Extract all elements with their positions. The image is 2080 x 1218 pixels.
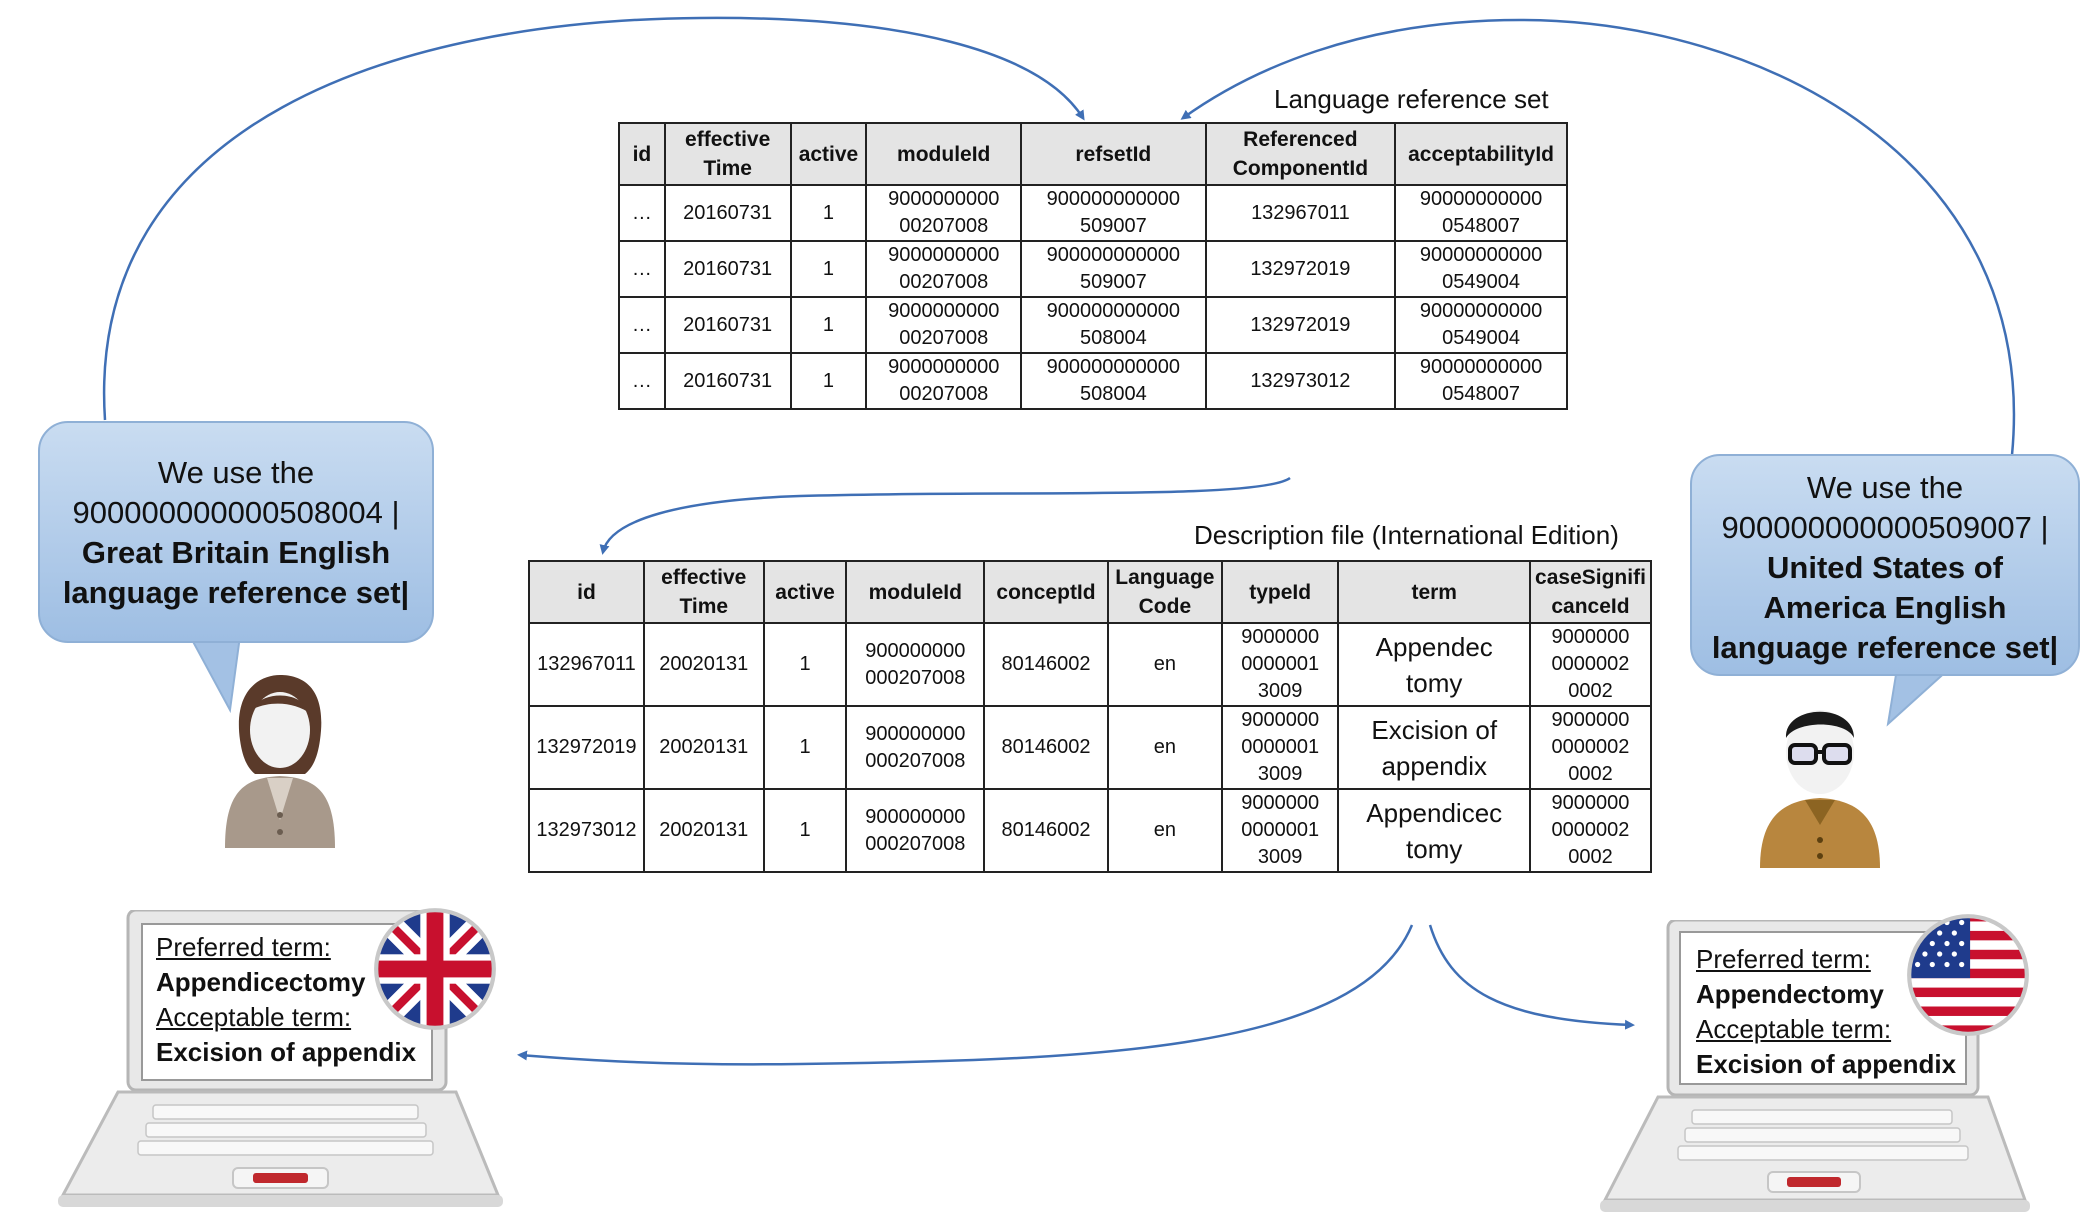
desc-header-text: term bbox=[1411, 580, 1457, 604]
desc-cell bbox=[644, 623, 764, 706]
desc-cell bbox=[764, 623, 847, 706]
language-refset-table bbox=[618, 122, 1568, 410]
desc-cell bbox=[1222, 623, 1339, 706]
desc-cell-text: 900000000 bbox=[865, 722, 966, 745]
refset-cell-text: 132973012 bbox=[1250, 369, 1351, 392]
gb-bubble-refset-name: Great Britain English bbox=[81, 535, 391, 570]
desc-header-0 bbox=[529, 561, 644, 623]
desc-cell bbox=[984, 706, 1108, 789]
description-file-caption: Description file (International Edition) bbox=[1194, 520, 1619, 550]
desc-cell-text: Appendec bbox=[1375, 631, 1493, 662]
refset-cell bbox=[1395, 353, 1567, 409]
desc-cell bbox=[764, 706, 847, 789]
refset-cell-text: 90000000000 bbox=[1419, 244, 1543, 266]
refset-cell-text: … bbox=[631, 201, 652, 224]
desc-cell-text: en bbox=[1153, 653, 1176, 675]
desc-cell-text: 80146002 bbox=[1001, 736, 1091, 758]
desc-header-3 bbox=[846, 561, 984, 623]
desc-cell bbox=[1108, 706, 1222, 789]
refset-cell-text: … bbox=[631, 257, 652, 280]
desc-cell-text: 3009 bbox=[1257, 763, 1303, 785]
refset-cell-text: … bbox=[631, 369, 652, 392]
desc-header-2 bbox=[764, 561, 847, 623]
refset-cell-text: 00207008 bbox=[899, 215, 989, 237]
refset-cell bbox=[665, 241, 791, 297]
desc-header-text: Time bbox=[679, 595, 729, 618]
us-acceptable-term-value: Excision of appendix bbox=[1696, 1049, 1957, 1079]
desc-cell-text: 80146002 bbox=[1001, 819, 1091, 841]
refset-cell bbox=[1206, 297, 1396, 353]
desc-header-8 bbox=[1530, 561, 1651, 623]
desc-cell-text: 1 bbox=[799, 653, 811, 675]
refset-cell-text: 1 bbox=[822, 257, 835, 280]
desc-cell-text: 0000001 bbox=[1241, 736, 1320, 758]
refset-header-text: ComponentId bbox=[1232, 157, 1369, 180]
refset-cell bbox=[619, 353, 665, 409]
union-jack-icon bbox=[372, 906, 498, 1032]
refset-cell-text: 90000000000 bbox=[1419, 188, 1543, 210]
desc-header-text: Language bbox=[1115, 566, 1215, 589]
refset-to-description-arrow bbox=[603, 478, 1290, 552]
refset-cell bbox=[1206, 353, 1396, 409]
refset-header-4 bbox=[1021, 123, 1206, 185]
desc-cell bbox=[529, 789, 644, 872]
refset-header-5 bbox=[1206, 123, 1396, 185]
refset-cell-text: 20160731 bbox=[683, 201, 773, 224]
desc-cell bbox=[1338, 623, 1529, 706]
desc-header-4 bbox=[984, 561, 1108, 623]
refset-row bbox=[619, 297, 1567, 353]
refset-row bbox=[619, 241, 1567, 297]
desc-row bbox=[529, 623, 1651, 706]
desc-cell-text: 132972019 bbox=[536, 736, 637, 758]
refset-cell bbox=[1395, 241, 1567, 297]
desc-header-text: typeId bbox=[1249, 580, 1312, 604]
desc-cell-text: 0002 bbox=[1568, 680, 1613, 702]
desc-cell-text: 0002 bbox=[1568, 763, 1613, 785]
refset-cell-text: 1 bbox=[822, 369, 835, 392]
desc-cell-text: 0000001 bbox=[1241, 653, 1320, 675]
refset-cell-text: 900000000000 bbox=[1046, 356, 1181, 378]
refset-cell bbox=[1395, 185, 1567, 241]
desc-cell bbox=[846, 789, 984, 872]
desc-cell-text: 000207008 bbox=[865, 666, 966, 689]
desc-cell-text: 0000002 bbox=[1551, 819, 1630, 841]
desc-cell-text: 9000000 bbox=[1241, 792, 1320, 814]
refset-cell-text: 132972019 bbox=[1250, 313, 1351, 336]
desc-cell-text: 000207008 bbox=[865, 832, 966, 855]
us-preferred-term-label: Preferred term: bbox=[1696, 944, 1871, 974]
refset-cell-text: 900000000000 bbox=[1046, 300, 1181, 322]
desc-cell bbox=[1108, 623, 1222, 706]
refset-header-text: effective bbox=[685, 128, 771, 151]
gb-acceptable-term-label: Acceptable term: bbox=[156, 1002, 352, 1032]
desc-cell bbox=[1530, 789, 1651, 872]
man-user-icon bbox=[1750, 690, 1890, 870]
refset-cell bbox=[619, 297, 665, 353]
refset-cell-text: 00207008 bbox=[899, 383, 989, 405]
refset-cell bbox=[791, 185, 867, 241]
refset-cell-text: 132967011 bbox=[1251, 201, 1350, 224]
desc-header-text: id bbox=[577, 580, 596, 604]
desc-cell bbox=[1338, 706, 1529, 789]
desc-cell-text: tomy bbox=[1406, 667, 1463, 698]
desc-row bbox=[529, 789, 1651, 872]
desc-cell bbox=[984, 789, 1108, 872]
desc-header-text: active bbox=[775, 580, 835, 604]
refset-cell-text: 9000000000 bbox=[888, 244, 1000, 266]
refset-cell-text: 20160731 bbox=[683, 313, 773, 336]
refset-cell bbox=[866, 241, 1021, 297]
desc-cell-text: 3009 bbox=[1257, 680, 1303, 702]
desc-cell-text: 132973012 bbox=[536, 819, 637, 841]
refset-header-text: Time bbox=[703, 157, 752, 180]
desc-cell-text: appendix bbox=[1381, 750, 1487, 781]
refset-cell bbox=[619, 185, 665, 241]
refset-cell bbox=[1395, 297, 1567, 353]
refset-cell-text: 0549004 bbox=[1442, 271, 1520, 293]
gb-preferred-term-value: Appendicectomy bbox=[156, 967, 366, 997]
desc-cell-text: 9000000 bbox=[1241, 626, 1320, 648]
desc-cell-text: 1 bbox=[799, 736, 811, 758]
refset-header-0 bbox=[619, 123, 665, 185]
refset-cell bbox=[1021, 297, 1206, 353]
us-bubble-refset-name-3: language reference set| bbox=[1711, 630, 2059, 665]
desc-header-text: moduleId bbox=[868, 580, 962, 604]
gb-acceptable-term-value: Excision of appendix bbox=[156, 1037, 417, 1067]
desc-cell-text: en bbox=[1153, 736, 1176, 758]
refset-cell bbox=[791, 353, 867, 409]
gb-bubble-line: We use the bbox=[157, 455, 315, 490]
desc-cell-text: 9000000 bbox=[1551, 626, 1630, 648]
refset-cell bbox=[1021, 241, 1206, 297]
desc-header-5 bbox=[1108, 561, 1222, 623]
refset-header-6 bbox=[1395, 123, 1567, 185]
refset-cell bbox=[665, 185, 791, 241]
desc-cell bbox=[1530, 706, 1651, 789]
desc-cell bbox=[984, 623, 1108, 706]
refset-header-1 bbox=[665, 123, 791, 185]
refset-cell-text: 90000000000 bbox=[1419, 300, 1543, 322]
desc-cell-text: 900000000 bbox=[865, 805, 966, 828]
refset-cell bbox=[791, 297, 867, 353]
us-bubble-refset-name: United States of bbox=[1767, 550, 2003, 585]
refset-cell bbox=[619, 241, 665, 297]
refset-header-text: acceptabilityId bbox=[1408, 142, 1555, 166]
desc-cell-text: 0000002 bbox=[1551, 736, 1630, 758]
refset-cell bbox=[1021, 353, 1206, 409]
refset-row bbox=[619, 185, 1567, 241]
desc-header-text: conceptId bbox=[996, 580, 1096, 604]
refset-header-2 bbox=[791, 123, 867, 185]
refset-header-text: id bbox=[632, 142, 652, 166]
desc-header-text: canceId bbox=[1551, 595, 1630, 618]
desc-cell-text: 20020131 bbox=[659, 819, 749, 841]
refset-cell-text: 1 bbox=[822, 313, 835, 336]
refset-cell bbox=[1206, 185, 1396, 241]
refset-cell-text: 90000000000 bbox=[1419, 356, 1543, 378]
us-preferred-term-value: Appendectomy bbox=[1696, 979, 1884, 1009]
refset-cell-text: 0548007 bbox=[1442, 215, 1520, 237]
refset-header-text: Referenced bbox=[1243, 128, 1358, 151]
desc-cell bbox=[644, 789, 764, 872]
refset-cell bbox=[1206, 241, 1396, 297]
us-speech-bubble bbox=[1690, 454, 2080, 676]
desc-header-1 bbox=[644, 561, 764, 623]
refset-cell-text: … bbox=[631, 313, 652, 336]
refset-cell-text: 509007 bbox=[1079, 215, 1147, 237]
refset-cell-text: 1 bbox=[822, 201, 835, 224]
desc-cell-text: Appendicec bbox=[1366, 797, 1503, 828]
refset-header-text: active bbox=[798, 142, 859, 166]
desc-header-7 bbox=[1338, 561, 1529, 623]
desc-header-text: Code bbox=[1138, 595, 1192, 618]
desc-cell-text: 3009 bbox=[1257, 846, 1303, 868]
desc-header-6 bbox=[1222, 561, 1339, 623]
desc-cell-text: 9000000 bbox=[1551, 709, 1630, 731]
language-refset-caption: Language reference set bbox=[1274, 84, 1549, 114]
refset-cell bbox=[866, 353, 1021, 409]
desc-cell bbox=[1222, 706, 1339, 789]
desc-cell-text: 1 bbox=[799, 819, 811, 841]
desc-cell bbox=[764, 789, 847, 872]
description-file-table bbox=[528, 560, 1652, 873]
desc-row bbox=[529, 706, 1651, 789]
desc-header-text: effective bbox=[661, 566, 747, 589]
refset-cell bbox=[866, 185, 1021, 241]
refset-cell-text: 9000000000 bbox=[888, 300, 1000, 322]
us-acceptable-term-label: Acceptable term: bbox=[1696, 1014, 1892, 1044]
refset-cell-text: 900000000000 bbox=[1046, 188, 1181, 210]
desc-cell-text: 9000000 bbox=[1241, 709, 1320, 731]
refset-cell bbox=[791, 241, 867, 297]
refset-cell-text: 509007 bbox=[1079, 271, 1147, 293]
desc-cell-text: 0002 bbox=[1568, 846, 1613, 868]
woman-user-icon bbox=[215, 670, 345, 850]
desc-cell bbox=[529, 623, 644, 706]
refset-cell bbox=[1021, 185, 1206, 241]
desc-cell-text: 0000002 bbox=[1551, 653, 1630, 675]
refset-cell-text: 900000000000 bbox=[1046, 244, 1181, 266]
refset-row bbox=[619, 353, 1567, 409]
refset-header-text: refsetId bbox=[1075, 142, 1152, 166]
refset-cell-text: 20160731 bbox=[683, 257, 773, 280]
refset-cell-text: 0549004 bbox=[1442, 327, 1520, 349]
desc-cell bbox=[846, 706, 984, 789]
refset-cell-text: 20160731 bbox=[683, 369, 773, 392]
refset-cell bbox=[866, 297, 1021, 353]
us-bubble-line: We use the bbox=[1806, 470, 1964, 505]
refset-cell-text: 0548007 bbox=[1442, 383, 1520, 405]
desc-cell bbox=[1108, 789, 1222, 872]
desc-cell bbox=[644, 706, 764, 789]
refset-cell bbox=[665, 297, 791, 353]
desc-cell-text: 132967011 bbox=[537, 653, 636, 675]
refset-cell-text: 9000000000 bbox=[888, 188, 1000, 210]
desc-cell bbox=[1530, 623, 1651, 706]
refset-cell-text: 00207008 bbox=[899, 327, 989, 349]
desc-cell-text: 20020131 bbox=[659, 653, 749, 675]
desc-cell bbox=[1222, 789, 1339, 872]
us-bubble-refset-id: 900000000000509007 | bbox=[1721, 510, 2049, 545]
desc-cell-text: 000207008 bbox=[865, 749, 966, 772]
desc-cell bbox=[846, 623, 984, 706]
refset-cell-text: 9000000000 bbox=[888, 356, 1000, 378]
refset-cell-text: 00207008 bbox=[899, 271, 989, 293]
refset-cell-text: 132972019 bbox=[1250, 257, 1351, 280]
us-flag-icon bbox=[1905, 912, 2031, 1038]
desc-cell-text: Excision of bbox=[1371, 714, 1498, 745]
refset-cell-text: 508004 bbox=[1079, 327, 1147, 349]
description-to-gb-laptop-arrow bbox=[520, 925, 1412, 1064]
desc-header-text: caseSignifi bbox=[1535, 566, 1646, 589]
desc-cell-text: 20020131 bbox=[659, 736, 749, 758]
refset-header-text: moduleId bbox=[897, 142, 991, 166]
us-bubble-refset-name-2: America English bbox=[1763, 590, 2007, 625]
refset-cell bbox=[665, 353, 791, 409]
gb-bubble-refset-name-2: language reference set| bbox=[62, 575, 410, 610]
desc-cell bbox=[1338, 789, 1529, 872]
desc-cell-text: 900000000 bbox=[865, 639, 966, 662]
desc-cell-text: en bbox=[1153, 819, 1176, 841]
desc-cell-text: 9000000 bbox=[1551, 792, 1630, 814]
desc-cell-text: 80146002 bbox=[1001, 653, 1091, 675]
desc-cell bbox=[529, 706, 644, 789]
gb-speech-bubble bbox=[38, 421, 434, 643]
desc-cell-text: 0000001 bbox=[1241, 819, 1320, 841]
desc-cell-text: tomy bbox=[1406, 833, 1463, 864]
gb-preferred-term-label: Preferred term: bbox=[156, 932, 331, 962]
gb-bubble-refset-id: 900000000000508004 | bbox=[72, 495, 400, 530]
refset-header-3 bbox=[866, 123, 1021, 185]
refset-cell-text: 508004 bbox=[1079, 383, 1147, 405]
